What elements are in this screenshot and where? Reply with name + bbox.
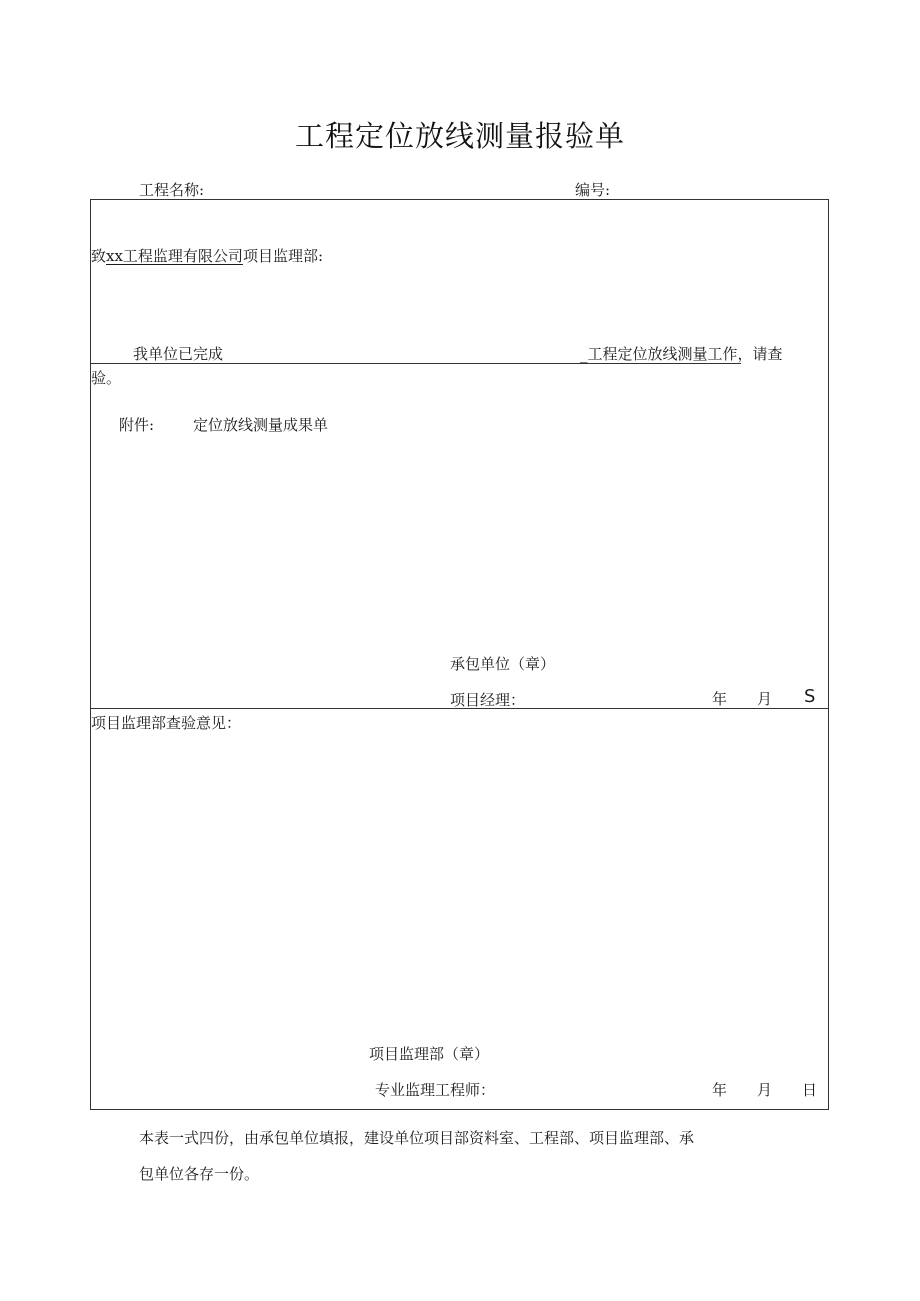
project-name-label: 工程名称: — [139, 181, 205, 199]
opinion-label: 项目监理部查验意见： — [91, 714, 242, 732]
completed-prefix: 我单位已完成 — [133, 345, 224, 363]
completed-work: _工程定位放线测量工作，请查 — [580, 345, 783, 363]
addressee-suffix: 项目监理部: — [242, 247, 323, 265]
attachment-value: 定位放线测量成果单 — [193, 416, 329, 434]
number-label: 编号: — [575, 181, 611, 199]
footnote-line-2: 包单位各存一份。 — [139, 1165, 260, 1183]
contractor-seal-label: 承包单位（章） — [450, 655, 556, 673]
supervisor-seal-label: 项目监理部（章） — [369, 1045, 490, 1063]
contractor-date-month: 月 — [757, 690, 773, 708]
fill-in-underline — [90, 363, 741, 364]
page-title: 工程定位放线测量报验单 — [294, 119, 625, 153]
contractor-date-day: S — [804, 686, 816, 707]
project-manager-label: 项目经理： — [450, 691, 526, 709]
supervisor-date-day: 日 — [802, 1081, 818, 1099]
addressee-line — [91, 245, 323, 266]
supervisor-date-year: 年 — [712, 1081, 728, 1099]
supervisor-date-month: 月 — [757, 1081, 773, 1099]
attachment-label: 附件: — [119, 416, 155, 434]
contractor-date-year: 年 — [712, 690, 728, 708]
addressee-company: xx工程监理有限公司 — [106, 247, 243, 265]
completed-tail: 验。 — [91, 369, 122, 387]
footnote-line-1: 本表一式四份，由承包单位填报，建设单位项目部资料室、工程部、项目监理部、承 — [139, 1129, 695, 1147]
addressee-prefix: 致 — [91, 247, 107, 265]
engineer-label: 专业监理工程师： — [375, 1081, 496, 1099]
